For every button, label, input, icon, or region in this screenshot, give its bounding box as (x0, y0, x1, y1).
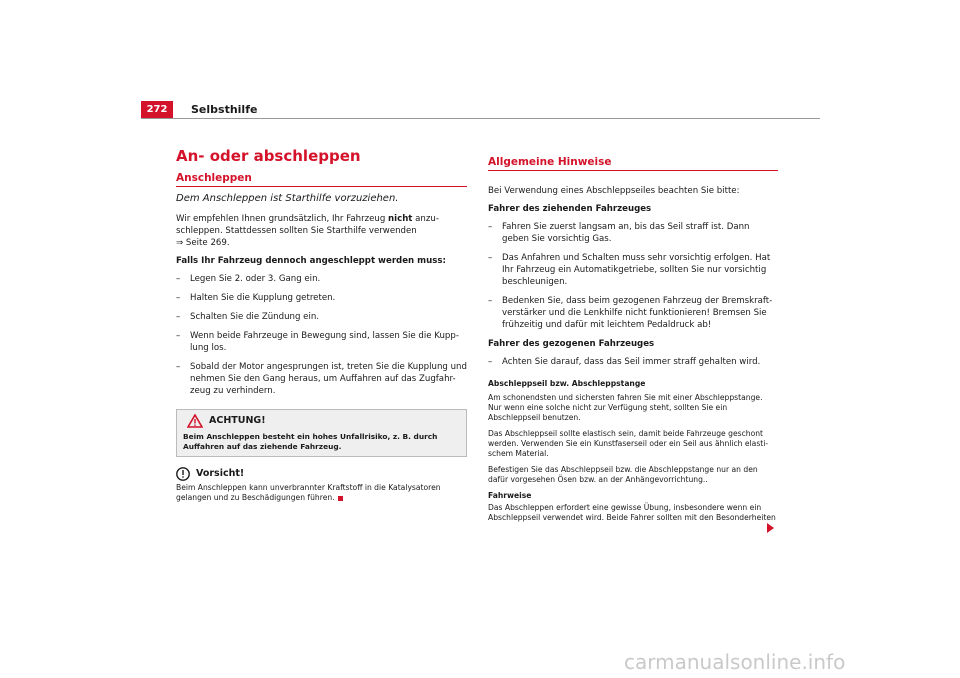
driving-heading: Fahrweise (488, 491, 532, 500)
subtitle-anschleppen: Anschleppen (176, 172, 467, 187)
caution-text: Beim Anschleppen kann unverbrannter Kraftstoff in die Katalysatoren gelangen und zu Beschädigungen führen. (176, 483, 441, 502)
list-item: – Achten Sie darauf, dass das Seil immer straff gehalten wird. (488, 356, 778, 368)
list-item: – Bedenken Sie, dass beim gezogenen Fahrzeug der Bremskraft-verstärker und die Lenkhilfe nicht funktionieren! Bremsen Sie frühzeitig und dafür mit leichtem Pedaldruck ab! (488, 295, 778, 331)
rope-heading: Abschleppseil bzw. Abschleppstange (488, 379, 646, 388)
caution-text-block (176, 483, 467, 503)
section-title: Selbsthilfe (191, 103, 258, 116)
list-item: – Sobald der Motor angesprungen ist, treten Sie die Kupplung und nehmen Sie den Gang heraus, um Auffahren auf das Zugfahr-zeug zu verhindern. (176, 361, 467, 397)
caution-icon (176, 467, 190, 481)
driving-paragraph: Das Abschleppen erfordert eine gewisse Übung, insbesondere wenn ein Abschleppseil verwendet wird. Beide Fahrer sollten mit den Besonderheiten (488, 503, 776, 522)
intro-text-1: Wir empfehlen Ihnen grundsätzlich, Ihr Fahrzeug (176, 214, 386, 224)
continue-arrow-icon (767, 523, 774, 533)
list-item: – Halten Sie die Kupplung getreten. (176, 292, 467, 304)
rope-paragraph-1: Am schonendsten und sichersten fahren Sie mit einer Abschleppstange. Nur wenn eine solche nicht zur Verfügung steht, sollten Sie ein Abschleppseil benutzen. (488, 393, 763, 422)
right-column (488, 150, 778, 529)
towing-vehicle-heading: Fahrer des ziehenden Fahrzeuges (488, 204, 652, 214)
warning-triangle-icon (187, 414, 203, 428)
intro-bold: nicht (388, 214, 413, 224)
list-item: – Wenn beide Fahrzeuge in Bewegung sind, lassen Sie die Kupp-lung los. (176, 330, 467, 354)
list-item: – Legen Sie 2. oder 3. Gang ein. (176, 273, 467, 285)
watermark: carmanualsonline.info (624, 650, 846, 674)
warning-text: Beim Anschleppen besteht ein hohes Unfallrisiko, z. B. durch Auffahren auf das ziehende Fahrzeug. (183, 432, 438, 451)
towed-vehicle-heading: Fahrer des gezogenen Fahrzeuges (488, 339, 655, 349)
rope-paragraph-3: Befestigen Sie das Abschleppseil bzw. die Abschleppstange nur an den dafür vorgesehen Ösen bzw. an der Anhängevorrichtung.. (488, 465, 758, 484)
right-intro: Bei Verwendung eines Abschleppseiles beachten Sie bitte: (488, 186, 740, 196)
page-reference-link[interactable]: ⇒ Seite 269. (176, 238, 230, 248)
rope-paragraph-2: Das Abschleppseil sollte elastisch sein, damit beide Fahrzeuge geschont werden. Verwenden Sie ein Kunstfaserseil oder ein Seil aus ähnlich elasti-schem Material. (488, 429, 769, 458)
caution-title: Vorsicht! (196, 468, 245, 479)
list-item: – Fahren Sie zuerst langsam an, bis das Seil straff ist. Dann geben Sie vorsichtig Gas. (488, 221, 778, 245)
towing-steps (488, 221, 778, 331)
warning-title: ACHTUNG! (209, 415, 266, 426)
intro-text-2: anzu-schleppen. Stattdessen sollten Sie Starthilfe verwenden (176, 214, 439, 236)
list-item: – Schalten Sie die Zündung ein. (176, 311, 467, 323)
end-marker-icon (338, 496, 343, 501)
lead-text: Dem Anschleppen ist Starthilfe vorzuziehen. (176, 193, 399, 204)
page-number: 272 (141, 101, 173, 119)
towed-steps (488, 356, 778, 368)
subtitle-allgemeine-hinweise: Allgemeine Hinweise (488, 156, 778, 171)
anschleppen-steps (176, 273, 467, 397)
header-rule (141, 118, 820, 119)
intro-paragraph (176, 213, 467, 249)
list-item: – Das Anfahren und Schalten muss sehr vorsichtig erfolgen. Hat Ihr Fahrzeug ein Automatikgetriebe, sollten Sie nur vorsichtig beschleunigen. (488, 252, 778, 288)
warning-header (177, 410, 466, 430)
page-title: An- oder abschleppen (176, 147, 361, 165)
caution-header (176, 467, 467, 481)
left-column (176, 147, 467, 503)
if-towed-heading: Falls Ihr Fahrzeug dennoch angeschleppt werden muss: (176, 256, 446, 266)
warning-box (176, 409, 467, 457)
caution-block (176, 467, 467, 503)
